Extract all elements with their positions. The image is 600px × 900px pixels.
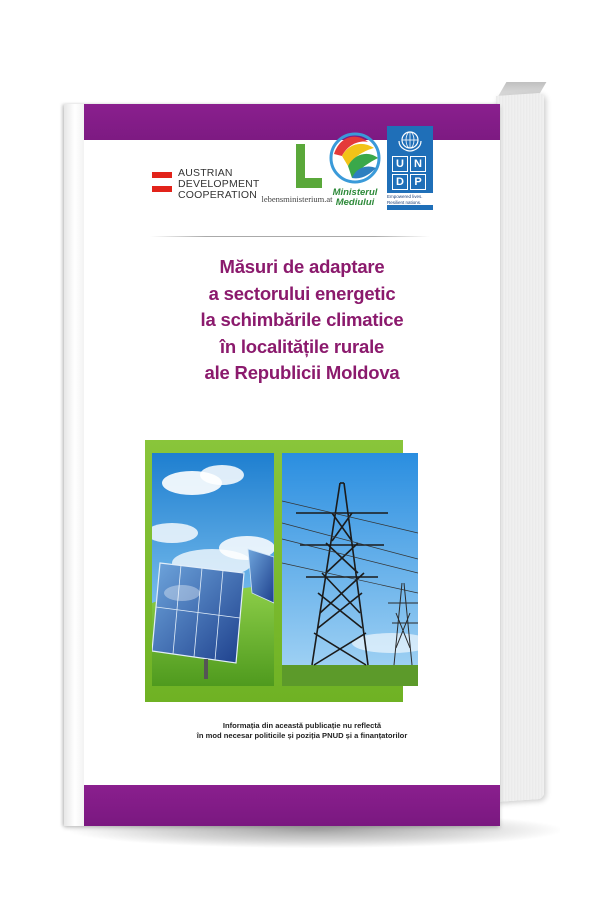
ministry-name (326, 188, 384, 207)
austrian-flag-icon (152, 172, 172, 192)
disclaimer-line-2: în mod necesar politicile și poziția PNUD și a finanțatorilor (196, 730, 408, 740)
undp-letter-grid (391, 155, 429, 191)
title-line-2: a sectorului energetic (208, 282, 396, 304)
undp-letter-u: U (392, 156, 408, 172)
title-line-5: ale Republicii Moldova (204, 362, 400, 383)
undp-letter-p: P (410, 174, 426, 190)
ministry-line-2: Mediului (335, 196, 375, 208)
page-edges (496, 93, 544, 802)
lebensministerium-l-icon (294, 144, 324, 188)
top-purple-band (84, 104, 500, 140)
dove-leaf-icon (326, 128, 384, 188)
ada-logo-text (178, 168, 260, 201)
ada-line-1: AUSTRIAN (178, 167, 233, 179)
disclaimer-text (168, 721, 436, 740)
undp-letter-n: N (410, 156, 426, 172)
un-globe-icon (396, 129, 424, 153)
power-transmission-towers-image (282, 453, 418, 686)
divider-line (150, 236, 430, 237)
title-line-3: la schimbările climatice (200, 309, 404, 330)
title-line-4: în localitățile rurale (219, 335, 385, 357)
bottom-purple-band (84, 785, 500, 826)
ada-line-3: COOPERATION (178, 189, 258, 201)
undp-letter-d: D (392, 174, 408, 190)
book-spine (64, 104, 84, 826)
disclaimer-line-1: Informația din această publicație nu reflectă (222, 721, 382, 730)
ada-line-2: DEVELOPMENT (178, 178, 260, 190)
lebensministerium-url: lebensministerium.at (261, 194, 333, 204)
title-line-1: Măsuri de adaptare (219, 256, 385, 277)
ministry-environment-logo (326, 128, 384, 210)
book-title (112, 254, 492, 387)
solar-panels-image (152, 453, 274, 686)
ministry-line-1: Ministerul (332, 187, 378, 198)
undp-tagline: Empowered lives. Resilient nations. (385, 193, 439, 205)
